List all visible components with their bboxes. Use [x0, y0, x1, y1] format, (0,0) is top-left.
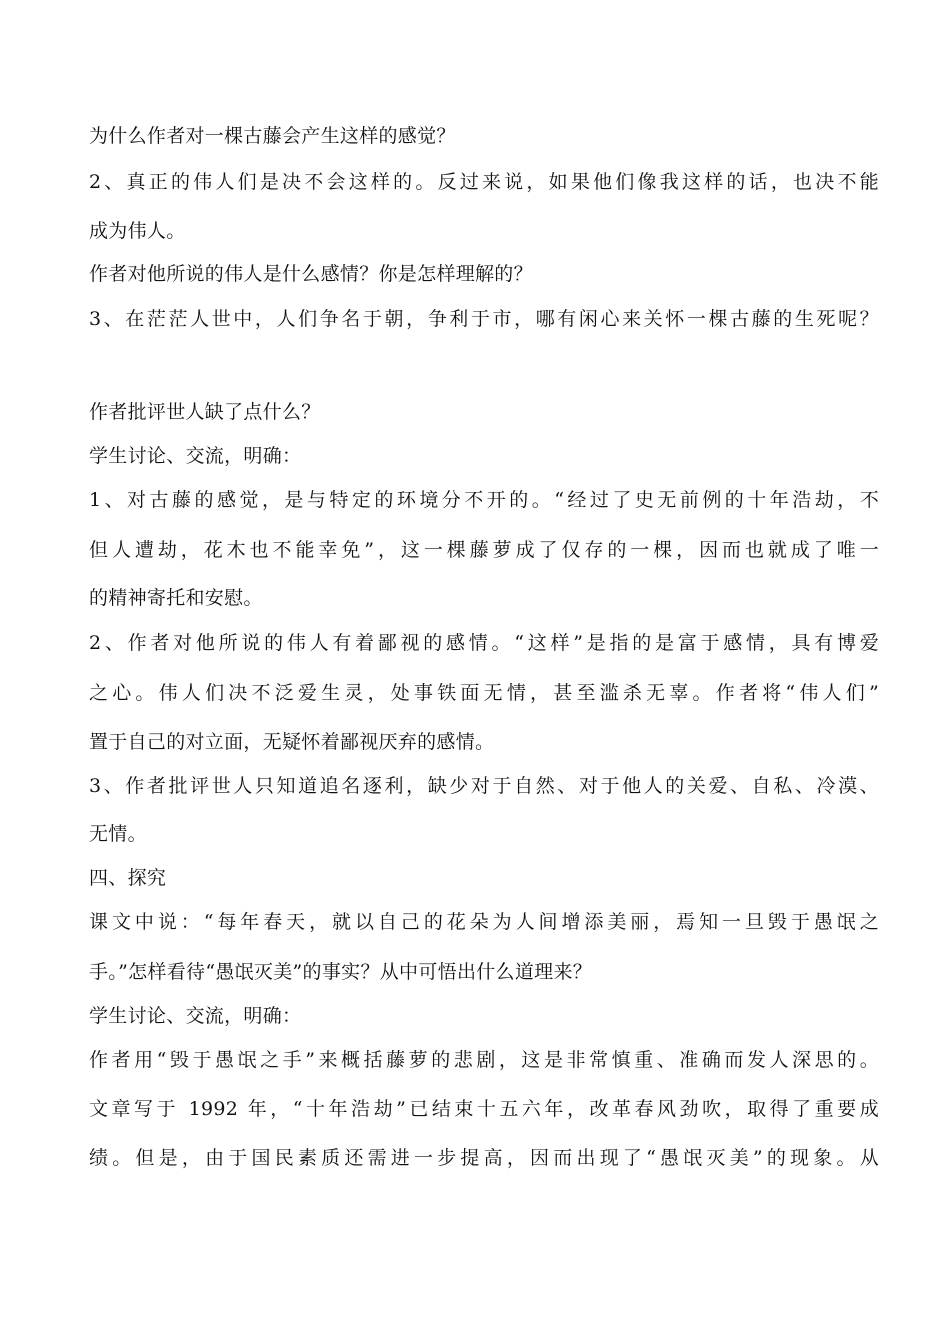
text-line: 成为伟人。 [89, 220, 186, 242]
text-line: 2、作者对他所说的伟人有着鄙视的感情。“这样”是指的是富于感情，具有博爱 [89, 632, 879, 654]
section-heading: 四、探究 [89, 867, 167, 889]
text-line: 课文中说：“每年春天，就以自己的花朵为人间增添美丽，焉知一旦毁于愚氓之 [89, 911, 879, 933]
text-line: 2、真正的伟人们是决不会这样的。反过来说，如果他们像我这样的话，也决不能 [89, 171, 879, 193]
text-line: 作者用“毁于愚氓之手”来概括藤萝的悲剧，这是非常慎重、准确而发人深思的。 [89, 1049, 879, 1071]
text-line: 置于自己的对立面，无疑怀着鄙视厌弃的感情。 [89, 731, 495, 753]
text-line: 1、对古藤的感觉，是与特定的环境分不开的。“经过了史无前例的十年浩劫，不 [89, 489, 879, 511]
text-line: 为什么作者对一棵古藤会产生这样的感觉？ [89, 125, 456, 147]
text-line: 3、作者批评世人只知道追名逐利，缺少对于自然、对于他人的关爱、自私、冷漠、 [89, 775, 879, 797]
text-line: 作者批评世人缺了点什么？ [89, 401, 321, 423]
text-line: 学生讨论、交流，明确： [89, 1005, 302, 1027]
text-line: 作者对他所说的伟人是什么感情？你是怎样理解的？ [89, 263, 533, 285]
text-line: 文章写于 1992 年，“十年浩劫”已结束十五六年，改革春风劲吹，取得了重要成 [89, 1098, 879, 1120]
text-line: 之心。伟人们决不泛爱生灵，处事铁面无情，甚至滥杀无辜。作者将“伟人们” [89, 682, 879, 704]
text-line: 学生讨论、交流，明确： [89, 445, 302, 467]
text-line: 绩。但是，由于国民素质还需进一步提高，因而出现了“愚氓灭美”的现象。从 [89, 1147, 879, 1169]
text-line: 3、在茫茫人世中，人们争名于朝，争利于市，哪有闲心来关怀一棵古藤的生死呢？ [89, 308, 879, 330]
text-line: 手。”怎样看待“愚氓灭美”的事实？从中可悟出什么道理来？ [89, 961, 593, 983]
text-line: 的精神寄托和安慰。 [89, 587, 263, 609]
text-line: 无情。 [89, 823, 147, 845]
text-line: 但人遭劫，花木也不能幸免”，这一棵藤萝成了仅存的一棵，因而也就成了唯一 [89, 539, 879, 561]
